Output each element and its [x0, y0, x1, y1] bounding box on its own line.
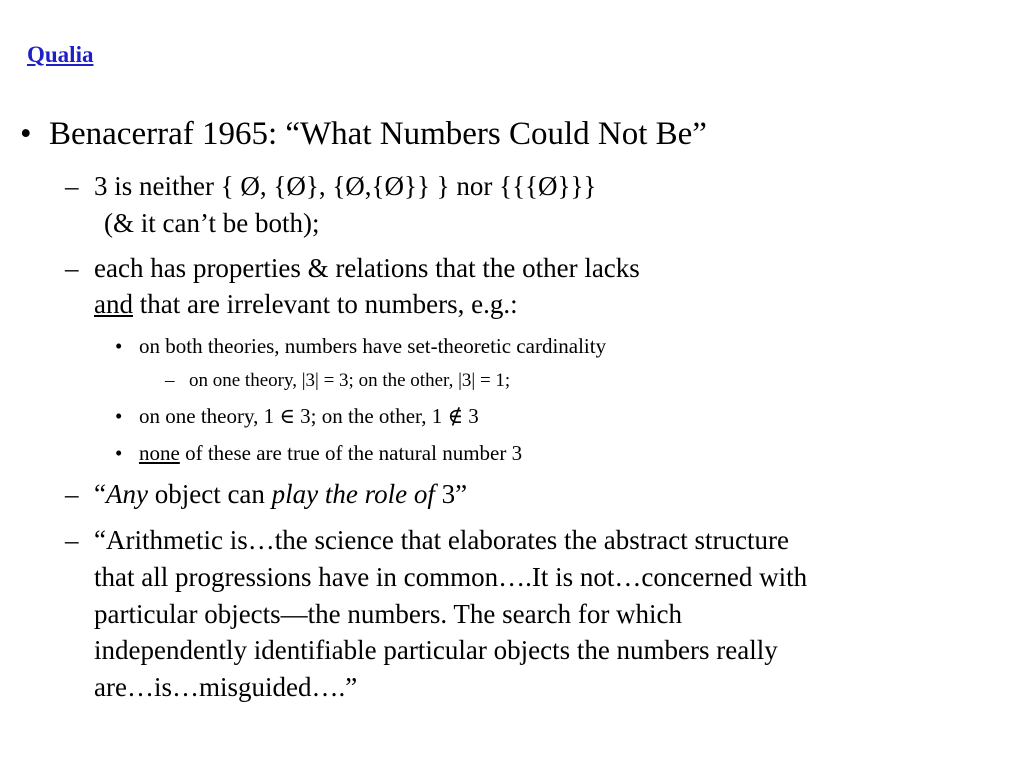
sub-bullet-3: [94, 479, 467, 510]
dash-marker: –: [65, 525, 79, 555]
sub-bullet-2-line-1: each has properties & relations that the other lacks: [94, 253, 640, 283]
sub-bullet-2-line-2: [94, 289, 518, 320]
dash-marker: –: [165, 370, 175, 391]
dash-marker: –: [65, 253, 79, 283]
bullet-marker: •: [115, 334, 123, 358]
quote-line-4: independently identifiable particular objects the numbers really: [94, 635, 778, 665]
quaternary-bullet-1: on one theory, |3| = 3; on the other, |3| = 1;: [189, 370, 511, 391]
sub-bullet-2-line-2-rest: that are irrelevant to numbers, e.g.:: [132, 289, 518, 319]
italic-play-the-role-of: play the role of: [271, 479, 435, 509]
tertiary-bullet-3-rest: of these are true of the natural number 3: [179, 441, 523, 465]
bullet-marker: •: [115, 441, 123, 465]
underlined-none: none: [139, 441, 180, 465]
quote-line-1: “Arithmetic is…the science that elaborates the abstract structure: [94, 525, 789, 555]
bullet-heading: Benacerraf 1965: “What Numbers Could Not Be”: [49, 116, 707, 152]
italic-any: Any: [105, 479, 148, 509]
dash-marker: –: [65, 479, 79, 509]
underlined-and: and: [94, 289, 133, 319]
title-link[interactable]: Qualia: [27, 42, 94, 67]
sub-bullet-1-line-2: (& it can’t be both);: [104, 208, 320, 238]
quote-line-3: particular objects—the numbers. The search for which: [94, 599, 683, 629]
sub-bullet-3-close: 3”: [434, 479, 468, 509]
open-quote: “: [94, 479, 106, 509]
tertiary-bullet-3: [139, 441, 522, 466]
quote-line-5: are…is…misguided….”: [94, 672, 358, 702]
bullet-marker: •: [115, 404, 123, 428]
sub-bullet-1-line-1: 3 is neither { Ø, {Ø}, {Ø,{Ø}} } nor {{{Ø}}}: [94, 171, 597, 201]
quote-line-2: that all progressions have in common….It is not…concerned with: [94, 562, 808, 592]
bullet-marker: •: [20, 116, 32, 152]
sub-bullet-3-mid: object can: [147, 479, 272, 509]
tertiary-bullet-2: on one theory, 1 ∈ 3; on the other, 1 ∉ 3: [139, 404, 479, 428]
tertiary-bullet-1: on both theories, numbers have set-theoretic cardinality: [139, 334, 607, 358]
dash-marker: –: [65, 171, 79, 201]
